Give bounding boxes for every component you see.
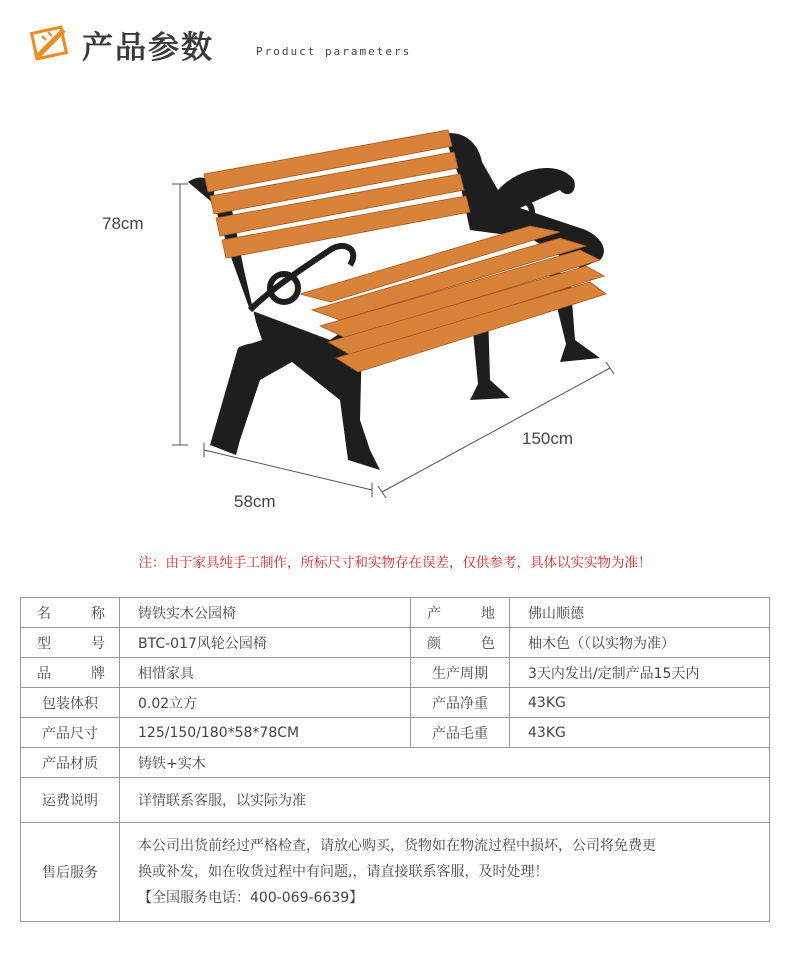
page-subtitle: Product parameters — [256, 45, 412, 58]
spec-label-color: 颜 色 — [411, 628, 510, 658]
spec-label-name: 名 称 — [21, 598, 120, 628]
disclaimer-note: 注：由于家具纯手工制作，所标尺寸和实物存在误差，仅供参考，具体以实实物为准！ — [138, 555, 652, 571]
spec-value-gross-weight: 43KG — [510, 718, 770, 748]
spec-label-shipping: 运费说明 — [21, 778, 120, 823]
spec-value-shipping: 详情联系客服，以实际为准 — [120, 778, 770, 823]
table-row — [21, 598, 770, 628]
spec-label-cycle: 生产周期 — [411, 658, 510, 688]
spec-value-name: 铸铁实木公园椅 — [120, 598, 411, 628]
height-dimension-label: 78cm — [102, 214, 144, 233]
service-line-2: 换或补发，如在收货过程中有问题,，请直接联系客服，及时处理！ — [138, 864, 549, 880]
spec-value-model: BTC-017风轮公园椅 — [120, 628, 411, 658]
bench-product-image — [0, 100, 790, 540]
spec-label-model: 型 号 — [21, 628, 120, 658]
page-title: 产品参数 — [82, 30, 214, 66]
length-dimension-label: 150cm — [522, 429, 574, 448]
spec-label-net-weight: 产品净重 — [411, 688, 510, 718]
service-line-1: 本公司出货前经过严格检查，请放心购买，货物如在物流过程中损坏，公司将免费更 — [138, 838, 656, 854]
spec-label-size: 产品尺寸 — [21, 718, 120, 748]
spec-value-brand: 相惜家具 — [120, 658, 411, 688]
table-row — [21, 718, 770, 748]
spec-value-size: 125/150/180*58*78CM — [120, 718, 411, 748]
spec-table — [20, 597, 770, 922]
table-row — [21, 628, 770, 658]
spec-value-net-weight: 43KG — [510, 688, 770, 718]
table-row — [21, 688, 770, 718]
pencil-ruler-icon — [30, 22, 72, 64]
spec-label-material: 产品材质 — [21, 748, 120, 778]
spec-label-gross-weight: 产品毛重 — [411, 718, 510, 748]
spec-value-volume: 0.02立方 — [120, 688, 411, 718]
spec-value-origin: 佛山顺德 — [510, 598, 770, 628]
spec-label-service: 售后服务 — [21, 823, 120, 922]
spec-label-origin: 产 地 — [411, 598, 510, 628]
depth-dimension-label: 58cm — [234, 492, 276, 511]
spec-label-volume: 包装体积 — [21, 688, 120, 718]
table-row — [21, 658, 770, 688]
table-row — [21, 748, 770, 778]
spec-value-material: 铸铁+实木 — [120, 748, 770, 778]
spec-value-cycle: 3天内发出/定制产品15天内 — [510, 658, 770, 688]
spec-value-color: 柚木色（（以实物为准） — [510, 628, 770, 658]
service-line-3: 【全国服务电话：400-069-6639】 — [138, 890, 364, 906]
spec-label-brand: 品 牌 — [21, 658, 120, 688]
table-row — [21, 823, 770, 922]
section-header — [30, 20, 770, 70]
spec-value-service — [120, 823, 770, 922]
table-row — [21, 778, 770, 823]
